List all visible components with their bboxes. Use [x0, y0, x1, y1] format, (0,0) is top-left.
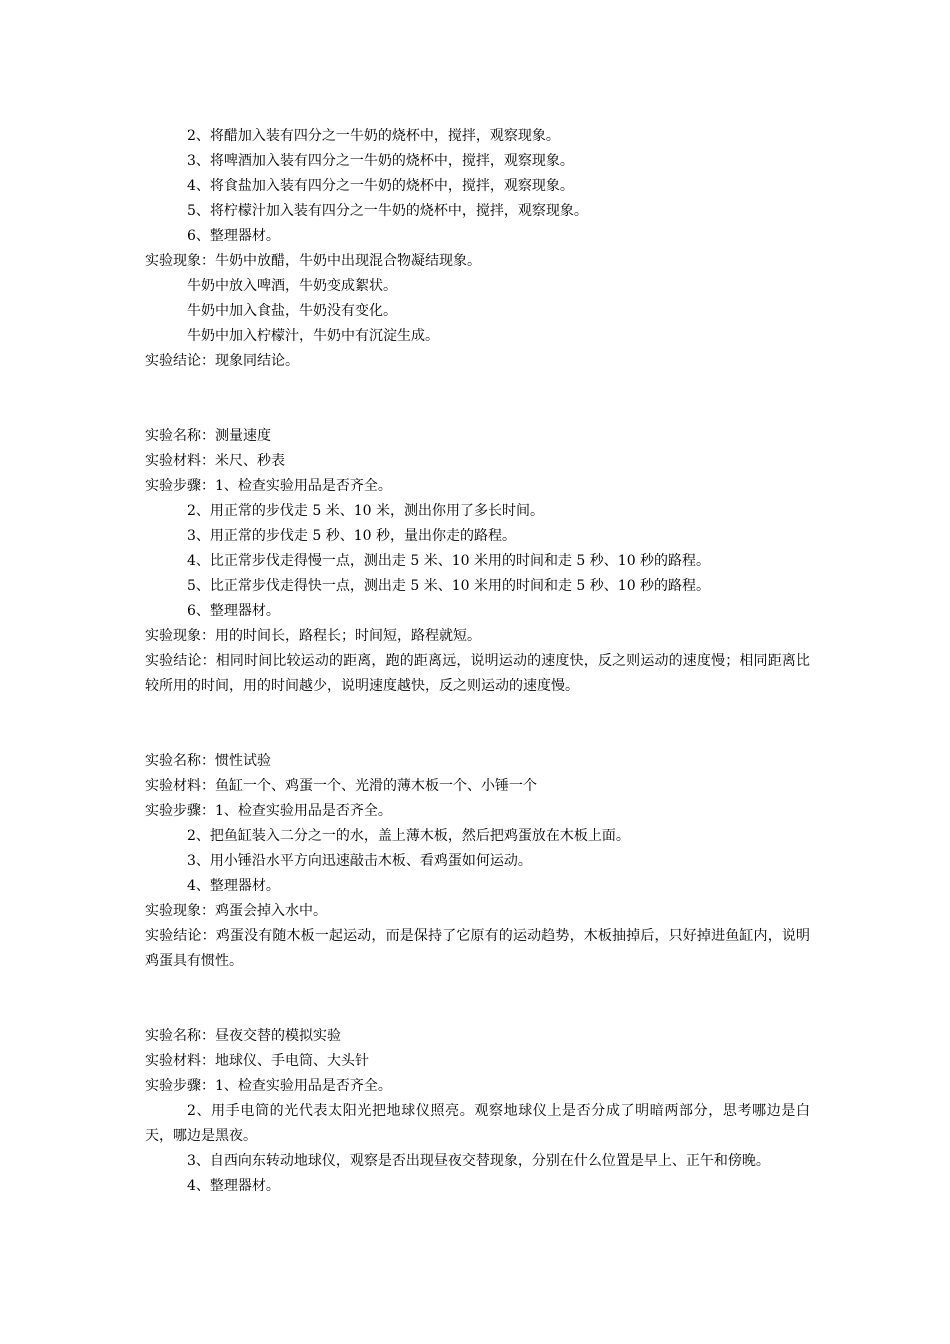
section-gap [145, 374, 810, 424]
experiment-name: 实验名称：惯性试验 [145, 753, 271, 769]
step-line: 3、自西向东转动地球仪，观察是否出现昼夜交替现象，分别在什么位置是早上、正午和傍晚。 [187, 1153, 770, 1169]
phenomenon-extra-line: 牛奶中加入柠檬汁，牛奶中有沉淀生成。 [187, 328, 439, 344]
step-line: 2、用正常的步伐走 5 米、10 米，测出你用了多长时间。 [187, 503, 544, 519]
experiment-name: 实验名称：昼夜交替的模拟实验 [145, 1028, 341, 1044]
step-line: 2、把鱼缸装入二分之一的水，盖上薄木板，然后把鸡蛋放在木板上面。 [187, 828, 630, 844]
phenomenon-extra-line: 牛奶中放入啤酒，牛奶变成絮状。 [187, 278, 397, 294]
step-line: 2、将醋加入装有四分之一牛奶的烧杯中，搅拌，观察现象。 [187, 128, 560, 144]
experiment-steps-first: 实验步骤：1、检查实验用品是否齐全。 [145, 803, 392, 819]
experiment-materials: 实验材料：鱼缸一个、鸡蛋一个、光滑的薄木板一个、小锤一个 [145, 778, 537, 794]
section-milk [145, 124, 810, 374]
phenomenon-line: 实验现象：用的时间长，路程长；时间短，路程就短。 [145, 628, 481, 644]
step-line: 5、比正常步伐走得快一点，测出走 5 米、10 米用的时间和走 5 秒、10 秒的路程。 [187, 578, 711, 594]
step-line: 6、整理器材。 [187, 603, 280, 619]
step-line: 5、将柠檬汁加入装有四分之一牛奶的烧杯中，搅拌，观察现象。 [187, 203, 588, 219]
step-line: 3、用小锤沿水平方向迅速敲击木板、看鸡蛋如何运动。 [187, 853, 532, 869]
experiment-steps-first: 实验步骤：1、检查实验用品是否齐全。 [145, 478, 392, 494]
phenomenon-line: 实验现象：牛奶中放醋，牛奶中出现混合物凝结现象。 [145, 253, 481, 269]
step-line: 2、用手电筒的光代表太阳光把地球仪照亮。观察地球仪上是否分成了明暗两部分，思考哪边是白天，哪边是黑夜。 [145, 1103, 810, 1144]
section-day-night [145, 1024, 810, 1199]
document-page [145, 124, 810, 1199]
experiment-steps-first: 实验步骤：1、检查实验用品是否齐全。 [145, 1078, 392, 1094]
phenomenon-extra-line: 牛奶中加入食盐，牛奶没有变化。 [187, 303, 397, 319]
experiment-materials: 实验材料：米尺、秒表 [145, 453, 285, 469]
section-gap [145, 974, 810, 1024]
step-line: 3、将啤酒加入装有四分之一牛奶的烧杯中，搅拌，观察现象。 [187, 153, 574, 169]
step-line: 4、比正常步伐走得慢一点，测出走 5 米、10 米用的时间和走 5 秒、10 秒的路程。 [187, 553, 711, 569]
step-line: 4、整理器材。 [187, 1178, 280, 1194]
conclusion-line: 实验结论：相同时间比较运动的距离，跑的距离远，说明运动的速度快，反之则运动的速度慢；相同距离比较所用的时间，用的时间越少，说明速度越快，反之则运动的速度慢。 [145, 653, 810, 694]
step-line: 4、将食盐加入装有四分之一牛奶的烧杯中，搅拌，观察现象。 [187, 178, 574, 194]
experiment-name: 实验名称：测量速度 [145, 428, 271, 444]
step-line: 3、用正常的步伐走 5 秒、10 秒，量出你走的路程。 [187, 528, 516, 544]
conclusion-line: 实验结论：鸡蛋没有随木板一起运动，而是保持了它原有的运动趋势，木板抽掉后，只好掉进鱼缸内，说明鸡蛋具有惯性。 [145, 928, 810, 969]
step-line: 6、整理器材。 [187, 228, 280, 244]
step-line: 4、整理器材。 [187, 878, 280, 894]
phenomenon-line: 实验现象：鸡蛋会掉入水中。 [145, 903, 327, 919]
conclusion-line: 实验结论：现象同结论。 [145, 353, 299, 369]
experiment-materials: 实验材料：地球仪、手电筒、大头针 [145, 1053, 369, 1069]
section-inertia [145, 749, 810, 974]
section-gap [145, 699, 810, 749]
section-speed [145, 424, 810, 699]
